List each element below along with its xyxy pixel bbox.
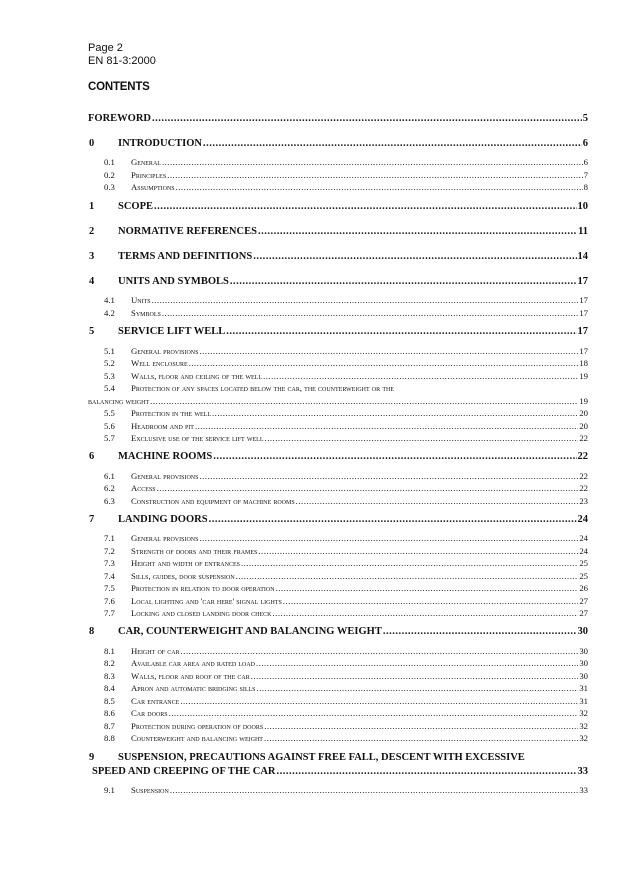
toc-entry-title: Exclusive use of the service lift well [131,433,264,443]
toc-leader-dots [152,295,579,305]
toc-page-number: 20 [579,421,588,431]
toc-leader-dots [253,251,576,262]
toc-section-number: 0.3 [104,182,115,192]
toc-page-number: 14 [577,251,588,262]
toc-entry-title: Local lighting and 'car here' signal lights [131,596,282,606]
toc-section-number: 0.1 [104,157,115,167]
toc-page-number: 32 [579,708,588,718]
toc-leader-dots [265,433,579,443]
toc-section-number: 7.4 [104,571,115,581]
toc-section-number: 7.1 [104,533,115,543]
toc-leader-dots [203,138,582,149]
toc-entry-5-2[interactable] [88,358,588,368]
toc-entry-title: UNITS AND SYMBOLS [118,276,229,287]
toc-entry-title: Assumptions [131,182,175,192]
toc-entry-title: CAR, COUNTERWEIGHT AND BALANCING WEIGHT [118,626,382,637]
toc-page-number: 22 [579,483,588,493]
toc-page-number: 30 [577,626,588,637]
toc-section-number: 0 [89,138,95,149]
toc-leader-dots [256,658,578,668]
toc-entry-title: Suspension [131,785,169,795]
toc-leader-dots [241,558,578,568]
toc-page-number: 31 [579,696,588,706]
toc-entry-title: Counterweight and balancing weight [131,733,263,743]
toc-leader-dots [230,276,577,287]
toc-page-number: 6 [583,157,588,167]
toc-entry-7-5[interactable] [88,583,588,593]
toc-entry-8-5[interactable] [88,696,588,706]
toc-section-number: 5 [89,326,95,337]
toc-entry-6-3[interactable] [88,496,588,506]
toc-leader-dots [213,451,576,462]
toc-leader-dots [154,201,576,212]
toc-page-number: 17 [577,276,588,287]
toc-leader-dots [264,733,578,743]
toc-page-number: 20 [579,408,588,418]
toc-entry-8-3[interactable] [88,671,588,681]
toc-leader-dots [276,583,579,593]
toc-section-number: 5.1 [104,346,115,356]
toc-leader-dots [162,157,583,167]
toc-entry-title: Headroom and pit [131,421,194,431]
toc-page-number: 7 [583,170,588,180]
toc-entry-5-3[interactable] [88,371,588,381]
toc-entry-1[interactable] [88,201,588,212]
toc-page-number: 5 [582,113,588,124]
toc-page-number: 8 [583,182,588,192]
toc-entry-6-2[interactable] [88,483,588,493]
standard-reference: EN 81-3:2000 [88,55,156,67]
toc-leader-dots [199,471,578,481]
toc-leader-dots [189,358,579,368]
toc-entry-title: INTRODUCTION [118,138,203,149]
toc-entry-8[interactable] [88,626,588,637]
toc-entry-title: Protection of any spaces located below the car, the counterweight or the [131,383,394,393]
toc-entry-title: Principles [131,170,167,180]
toc-section-number: 8.7 [104,721,115,731]
toc-entry-title: Walls, floor and roof of the car [131,671,250,681]
toc-section-number: 1 [89,201,95,212]
toc-section-number: 4.1 [104,295,115,305]
toc-page-number: 22 [579,471,588,481]
toc-page-number: 33 [579,785,588,795]
toc-leader-dots [176,182,583,192]
toc-section-number: 5.6 [104,421,115,431]
toc-entry-8-6[interactable] [88,708,588,718]
toc-section-number: 5.4 [104,383,115,393]
toc-entry-title: NORMATIVE REFERENCES [118,226,257,237]
toc-leader-dots [236,571,579,581]
toc-leader-dots [263,371,578,381]
toc-leader-dots [157,483,579,493]
toc-section-number: 3 [89,251,95,262]
toc-leader-dots [257,683,579,693]
toc-section-number: 5.2 [104,358,115,368]
toc-page-number: 24 [577,514,588,525]
toc-leader-dots [195,421,578,431]
toc-page-number: 31 [579,683,588,693]
toc-leader-dots [296,496,579,506]
page-number-label: Page 2 [88,42,123,54]
toc-page-number: 17 [579,346,588,356]
toc-entry-7-6[interactable] [88,596,588,606]
toc-entry-title: Protection in relation to door operation [131,583,275,593]
toc-section-number: 8.5 [104,696,115,706]
toc-section-number: 7 [89,514,95,525]
toc-entry-title: MACHINE ROOMS [118,451,213,462]
toc-entry-title: General provisions [131,346,199,356]
toc-section-number: 7.6 [104,596,115,606]
toc-leader-dots [199,346,578,356]
toc-leader-dots [181,646,579,656]
toc-leader-dots [258,546,578,556]
toc-leader-dots [283,596,579,606]
toc-page-number: 19 [579,396,588,406]
toc-page-number: 17 [577,326,588,337]
toc-page-number: 32 [579,721,588,731]
toc-page-number: 30 [579,646,588,656]
toc-entry-6[interactable] [88,451,588,462]
toc-entry-7-7[interactable] [88,608,588,618]
toc-entry-title: Height of car [131,646,180,656]
toc-entry-title: TERMS AND DEFINITIONS [118,251,253,262]
toc-entry-title: Protection during operation of doors [131,721,264,731]
toc-section-number: 8.8 [104,733,115,743]
toc-page-number: 6 [582,138,588,149]
toc-entry-5-7[interactable] [88,433,588,443]
toc-section-number: 7.2 [104,546,115,556]
toc-page-number: 18 [579,358,588,368]
contents-heading: CONTENTS [88,81,150,93]
toc-entry-title: Well enclosure [131,358,188,368]
toc-entry-title: Access [131,483,156,493]
toc-leader-dots [383,626,577,637]
toc-entry-title: Locking and closed landing door check [131,608,272,618]
toc-entry-title: General [131,157,161,167]
toc-entry-4[interactable] [88,276,588,287]
toc-page-number: 17 [579,308,588,318]
toc-page-number: 27 [579,608,588,618]
toc-entry-6-1[interactable] [88,471,588,481]
toc-entry-title: Apron and automatic bridging sills [131,683,256,693]
toc-entry-7-2[interactable] [88,546,588,556]
toc-leader-dots [209,514,577,525]
toc-entry-9-1[interactable] [88,785,588,795]
toc-entry-title: Car entrance [131,696,180,706]
toc-section-number: 7.3 [104,558,115,568]
toc-entry-title: FOREWORD [88,113,151,124]
toc-entry-title: SERVICE LIFT WELL [118,326,226,337]
toc-section-number: 8.6 [104,708,115,718]
toc-entry-5-5[interactable] [88,408,588,418]
toc-entry-title: Car doors [131,708,168,718]
toc-section-number: 7.5 [104,583,115,593]
toc-entry-3[interactable] [88,251,588,262]
toc-entry-7-1[interactable] [88,533,588,543]
toc-section-number: 6.3 [104,496,115,506]
toc-entry-title: General provisions [131,533,199,543]
toc-section-number: 5.7 [104,433,115,443]
toc-leader-dots [264,721,578,731]
toc-leader-dots [150,396,578,406]
toc-section-number: 4 [89,276,95,287]
toc-leader-dots [273,608,579,618]
toc-section-number: 4.2 [104,308,115,318]
toc-page-number: 25 [579,571,588,581]
toc-section-number: 8 [89,626,95,637]
toc-entry-title: Strength of doors and their frames [131,546,258,556]
toc-entry-0-3[interactable] [88,182,588,192]
toc-leader-dots [276,766,576,777]
toc-page-number: 30 [579,671,588,681]
toc-section-number: 8.4 [104,683,115,693]
toc-section-number: 7.7 [104,608,115,618]
toc-leader-dots [258,226,577,237]
toc-entry-8-1[interactable] [88,646,588,656]
toc-entry-title: Symbols [131,308,161,318]
toc-page-number: 22 [577,451,588,462]
toc-leader-dots [226,326,576,337]
toc-section-number: 2 [89,226,95,237]
toc-entry-title: Walls, floor and ceiling of the well [131,371,263,381]
toc-leader-dots [251,671,579,681]
toc-entry-4-2[interactable] [88,308,588,318]
toc-entry-title: Sills, guides, door suspension [131,571,235,581]
toc-entry-5[interactable] [88,326,588,337]
toc-page-number: 26 [579,583,588,593]
toc-entry-title: SCOPE [118,201,154,212]
toc-entry-8-2[interactable] [88,658,588,668]
toc-entry-8-7[interactable] [88,721,588,731]
toc-entry-8-8[interactable] [88,733,588,743]
toc-section-number: 0.2 [104,170,115,180]
toc-page-number: 11 [578,226,588,237]
toc-section-number: 8.1 [104,646,115,656]
toc-section-number: 6.1 [104,471,115,481]
toc-page-number: 19 [579,371,588,381]
toc-page-number: 33 [577,766,588,777]
toc-entry-7-3[interactable] [88,558,588,568]
toc-entry-title: Construction and equipment of machine rooms [131,496,295,506]
toc-entry-9-continued[interactable] [92,766,588,777]
toc-entry-5-4-continued[interactable] [88,396,588,406]
toc-page-number: 27 [579,596,588,606]
toc-entry-0[interactable] [88,138,588,149]
toc-page-number: 17 [579,295,588,305]
toc-section-number: 6 [89,451,95,462]
toc-entry-5-1[interactable] [88,346,588,356]
toc-entry-title: SUSPENSION, PRECAUTIONS AGAINST FREE FALL, DESCENT WITH EXCESSIVE [118,752,525,763]
toc-page-number: 10 [577,201,588,212]
toc-section-number: 9 [89,752,95,763]
toc-entry-5-6[interactable] [88,421,588,431]
toc-section-number: 9.1 [104,785,115,795]
toc-entry-title: General provisions [131,471,199,481]
toc-entry-title: Protection in the well [131,408,211,418]
toc-entry-foreword[interactable] [88,113,588,124]
toc-page-number: 30 [579,658,588,668]
toc-section-number: 8.2 [104,658,115,668]
toc-entry-title-continued: balancing weight [88,396,150,406]
toc-entry-title: Available car area and rated load [131,658,256,668]
toc-entry-4-1[interactable] [88,295,588,305]
toc-leader-dots [212,408,578,418]
toc-leader-dots [162,308,578,318]
toc-leader-dots [199,533,578,543]
toc-page-number: 32 [579,733,588,743]
toc-entry-title-continued: SPEED AND CREEPING OF THE CAR [92,766,276,777]
toc-leader-dots [170,785,578,795]
toc-entry-9[interactable] [88,752,588,763]
toc-page-number: 23 [579,496,588,506]
toc-page-number: 25 [579,558,588,568]
toc-entry-title: Units [131,295,151,305]
toc-entry-2[interactable] [88,226,588,237]
toc-entry-7-4[interactable] [88,571,588,581]
toc-entry-title: Height and width of entrances [131,558,240,568]
toc-leader-dots [167,170,582,180]
toc-section-number: 5.5 [104,408,115,418]
toc-section-number: 5.3 [104,371,115,381]
toc-page-number: 24 [579,533,588,543]
toc-entry-5-4[interactable] [88,383,588,393]
toc-leader-dots [180,696,578,706]
toc-entry-0-1[interactable] [88,157,588,167]
toc-section-number: 6.2 [104,483,115,493]
toc-page-number: 22 [579,433,588,443]
toc-entry-8-4[interactable] [88,683,588,693]
toc-section-number: 8.3 [104,671,115,681]
toc-leader-dots [169,708,579,718]
toc-leader-dots [152,113,582,124]
toc-entry-7[interactable] [88,514,588,525]
toc-page-number: 24 [579,546,588,556]
toc-entry-0-2[interactable] [88,170,588,180]
toc-entry-title: LANDING DOORS [118,514,208,525]
